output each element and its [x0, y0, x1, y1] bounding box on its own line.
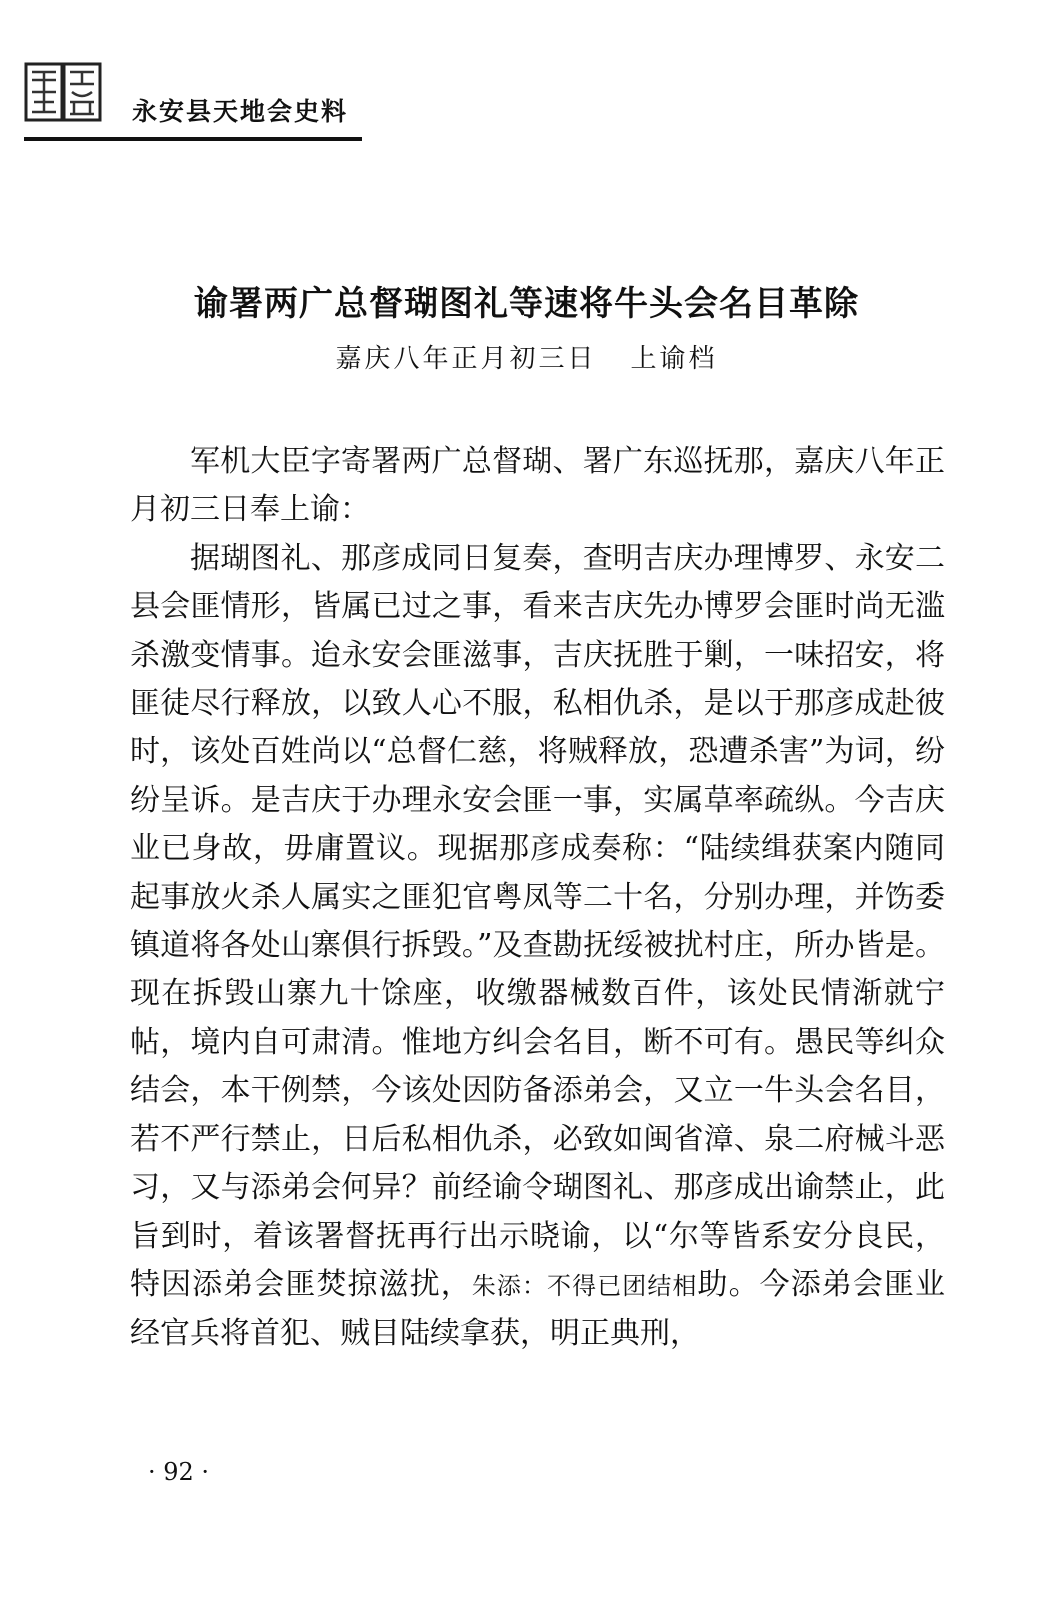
document-source: 上谕档: [630, 344, 718, 374]
page-number: · 92 ·: [148, 1458, 210, 1486]
vermilion-annotation: 朱添：不得已团结相: [471, 1271, 698, 1300]
document-date: 嘉庆八年正月初三日: [335, 344, 597, 374]
document-body: [130, 438, 945, 1359]
document-title: 谕署两广总督瑚图礼等速将牛头会名目革除: [194, 284, 859, 324]
paragraph-2: [130, 535, 945, 1359]
seal-stamp-icon: [24, 62, 102, 122]
document-subtitle: [0, 338, 1053, 375]
header-rule: [24, 137, 362, 141]
running-title: 永安县天地会史料: [132, 97, 349, 126]
paragraph-2-text: 据瑚图礼、那彦成同日复奏，查明吉庆办理博罗、永安二县会匪情形，皆属已过之事，看来吉庆先办博罗会匪时尚无滥杀激变情事。迨永安会匪滋事，吉庆抚胜于剿，一味招安，将匪徒尽行释放，以致人心不服，私相仇杀，是以于那彦成赴彼时，该处百姓尚以“总督仁慈，将贼释放，恐遭杀害”为词，纷纷呈诉。是吉庆于办理永安会匪一事，实属草率疏纵。今吉庆业已身故，毋庸置议。现据那彦成奏称：“陆续缉获案内随同起事放火杀人属实之匪犯官粤凤等二十名，分别办理，并饬委镇道将各处山寨俱行拆毁。”及查勘抚绥被扰村庄，所办皆是。现在拆毁山寨九十馀座，收缴器械数百件，该处民情渐就宁帖，境内自可肃清。惟地方纠会名目，断不可有。愚民等纠众结会，本干例禁，今该处因防备添弟会，又立一牛头会名目，若不严行禁止，日后私相仇杀，必致如闽省漳、泉二府械斗恶习，又与添弟会何异？前经谕令瑚图礼、那彦成出谕禁止，此旨到时，着该署督抚再行出示晓谕，以“尔等皆系安分良民，特因添弟会匪焚掠滋扰，: [130, 540, 945, 1302]
paragraph-1: 军机大臣字寄署两广总督瑚、署广东巡抚那，嘉庆八年正月初三日奉上谕：: [130, 444, 945, 528]
paragraph-2-continuation: 助。今添弟会匪业经官兵将首犯、贼目陆续拿获，明正典刑，: [130, 1266, 946, 1352]
